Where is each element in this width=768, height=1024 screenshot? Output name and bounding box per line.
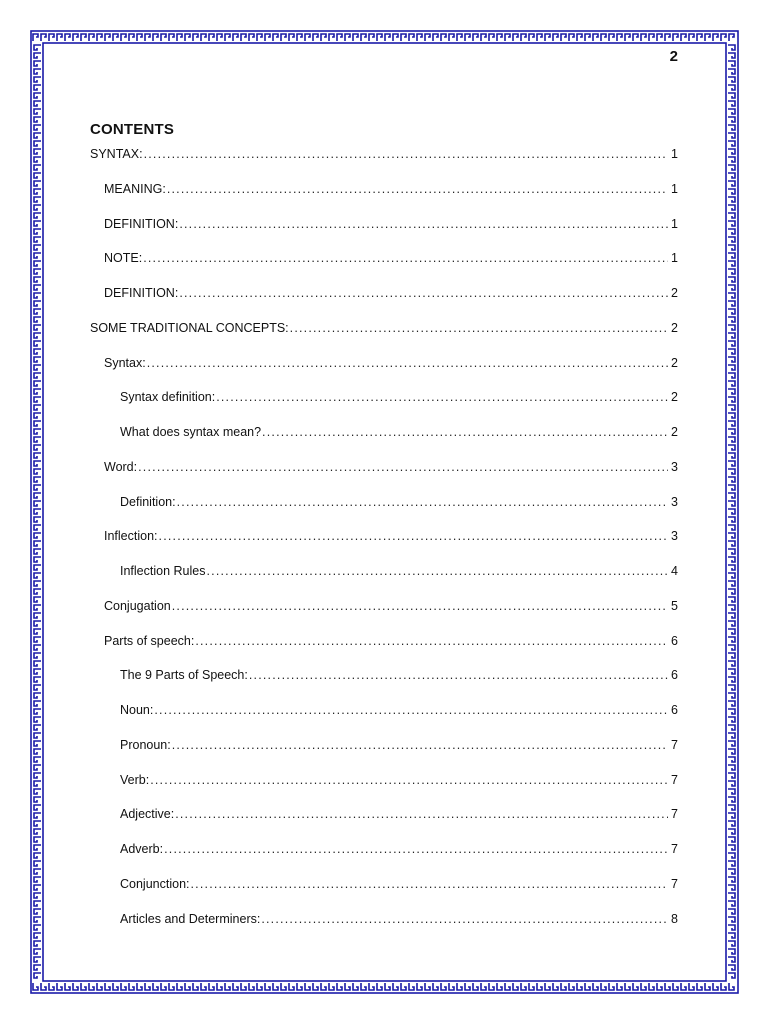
toc-entry-label: Articles and Determiners:: [120, 911, 261, 926]
toc-entry-label: Pronoun:: [120, 737, 171, 752]
toc-entry-page-number: 3: [671, 459, 678, 474]
toc-entry-label: Inflection Rules: [120, 564, 206, 578]
toc-entry-label: Parts of speech:: [104, 633, 195, 648]
toc-entry[interactable]: [90, 145, 678, 180]
toc-entry[interactable]: [90, 736, 678, 771]
toc-entry-label: What does syntax mean?: [120, 425, 262, 439]
toc-dot-leader: [195, 632, 668, 650]
toc-entry[interactable]: [90, 423, 678, 458]
toc-entry[interactable]: [90, 215, 678, 250]
toc-dot-leader: [216, 388, 668, 406]
toc-dot-leader: [175, 805, 668, 823]
toc-entry-page-number: 6: [671, 633, 678, 648]
toc-entry[interactable]: [90, 666, 678, 701]
toc-dot-leader: [290, 319, 668, 337]
toc-entry-page-number: 2: [671, 286, 678, 300]
toc-entry-page-number: 2: [671, 425, 678, 439]
table-of-contents: [90, 145, 678, 944]
toc-title: CONTENTS: [90, 121, 175, 138]
toc-entry-page-number: 1: [671, 147, 678, 161]
toc-entry[interactable]: [90, 910, 678, 945]
toc-entry[interactable]: [90, 562, 678, 597]
toc-entry-label: Definition:: [120, 494, 176, 509]
toc-entry-page-number: 7: [671, 772, 678, 787]
toc-dot-leader: [262, 423, 668, 441]
toc-entry[interactable]: [90, 493, 678, 528]
toc-dot-leader: [154, 701, 668, 719]
toc-entry[interactable]: [90, 771, 678, 806]
toc-dot-leader: [167, 180, 668, 198]
toc-entry-label: DEFINITION:: [104, 286, 179, 300]
toc-entry-page-number: 2: [671, 320, 678, 335]
toc-entry-page-number: 2: [671, 390, 678, 405]
toc-dot-leader: [206, 562, 668, 580]
toc-entry-page-number: 3: [671, 529, 678, 544]
toc-entry-label: Inflection:: [104, 529, 158, 544]
toc-entry[interactable]: [90, 458, 678, 493]
toc-entry-page-number: 7: [671, 842, 678, 856]
toc-entry[interactable]: [90, 805, 678, 840]
toc-entry-label: NOTE:: [104, 251, 143, 266]
toc-dot-leader: [179, 215, 668, 233]
toc-entry-label: Word:: [104, 459, 138, 474]
toc-entry-page-number: 7: [671, 807, 678, 822]
toc-entry-page-number: 1: [671, 216, 678, 231]
toc-entry-label: Verb:: [120, 772, 150, 787]
toc-entry-label: MEANING:: [104, 181, 166, 196]
toc-entry-page-number: 5: [671, 598, 678, 613]
toc-entry-page-number: 8: [671, 911, 678, 926]
toc-entry-label: Syntax definition:: [120, 390, 216, 405]
toc-entry[interactable]: [90, 875, 678, 910]
toc-entry[interactable]: [90, 701, 678, 736]
toc-entry-page-number: 1: [671, 181, 678, 196]
toc-entry[interactable]: [90, 319, 678, 354]
toc-dot-leader: [249, 666, 668, 684]
toc-entry-page-number: 3: [671, 494, 678, 509]
toc-dot-leader: [191, 875, 669, 893]
toc-entry-label: DEFINITION:: [104, 216, 179, 231]
toc-dot-leader: [172, 736, 668, 754]
toc-entry[interactable]: [90, 180, 678, 215]
toc-entry[interactable]: [90, 249, 678, 284]
toc-entry[interactable]: [90, 284, 678, 319]
toc-dot-leader: [147, 354, 668, 372]
page-number: 2: [669, 48, 678, 65]
toc-entry-page-number: 6: [671, 668, 678, 683]
toc-entry[interactable]: [90, 388, 678, 423]
toc-dot-leader: [144, 145, 668, 163]
toc-dot-leader: [138, 458, 668, 476]
toc-entry-page-number: 7: [671, 737, 678, 752]
toc-dot-leader: [164, 840, 668, 858]
toc-entry-page-number: 2: [671, 355, 678, 370]
toc-dot-leader: [261, 910, 668, 928]
toc-entry-label: Syntax:: [104, 355, 146, 370]
toc-entry-label: The 9 Parts of Speech:: [120, 668, 248, 683]
toc-entry-label: SYNTAX:: [90, 147, 143, 161]
toc-entry-page-number: 7: [671, 876, 678, 891]
toc-entry-label: SOME TRADITIONAL CONCEPTS:: [90, 320, 289, 335]
toc-dot-leader: [143, 249, 668, 267]
toc-dot-leader: [179, 284, 668, 302]
toc-entry[interactable]: [90, 632, 678, 667]
toc-entry-label: Noun:: [120, 703, 154, 717]
toc-entry[interactable]: [90, 354, 678, 389]
toc-entry[interactable]: [90, 597, 678, 632]
toc-dot-leader: [150, 771, 668, 789]
toc-dot-leader: [177, 493, 668, 511]
toc-entry-page-number: 6: [671, 703, 678, 717]
toc-entry-page-number: 4: [671, 564, 678, 578]
toc-entry[interactable]: [90, 840, 678, 875]
toc-entry-label: Adjective:: [120, 807, 175, 822]
toc-entry-label: Conjugation: [104, 598, 171, 613]
toc-entry[interactable]: [90, 527, 678, 562]
toc-entry-label: Adverb:: [120, 842, 164, 856]
toc-entry-label: Conjunction:: [120, 876, 190, 891]
toc-entry-page-number: 1: [671, 251, 678, 266]
toc-dot-leader: [159, 527, 669, 545]
toc-dot-leader: [172, 597, 668, 615]
